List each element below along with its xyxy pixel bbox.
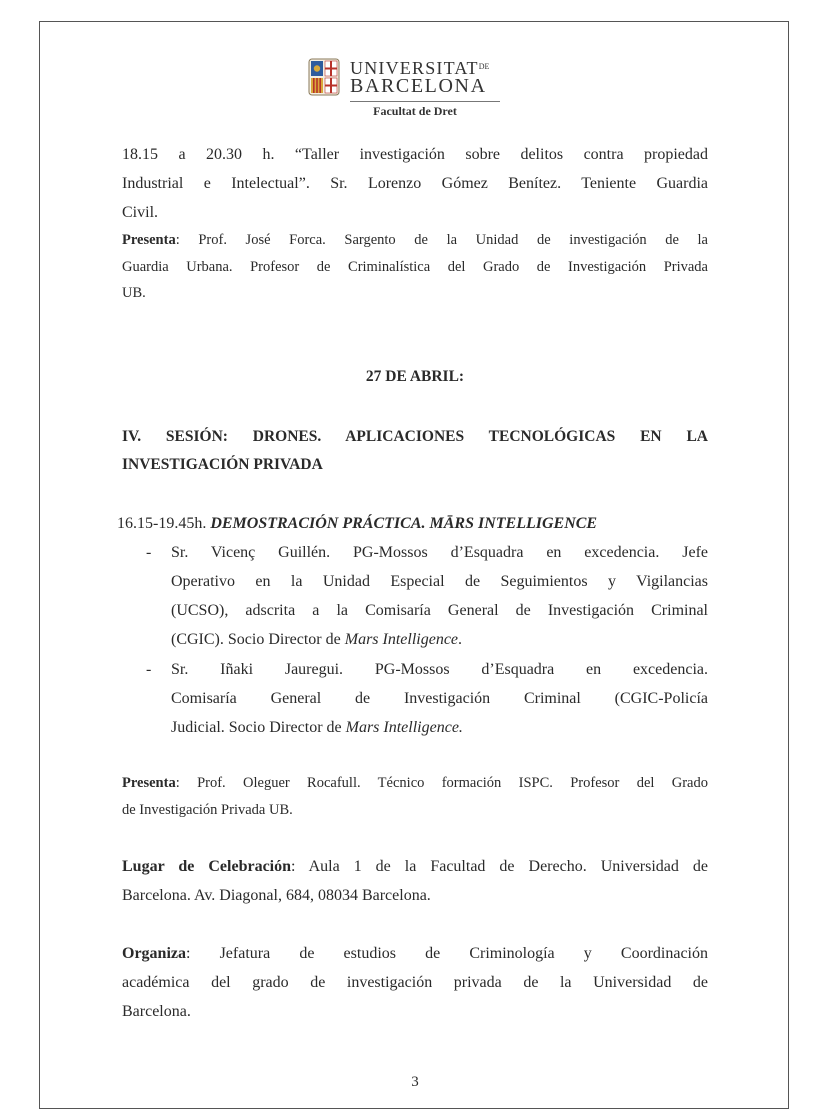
organizer-line-3: Barcelona. bbox=[122, 1003, 191, 1020]
organizer-label: Organiza bbox=[122, 945, 186, 962]
session-presenter-line-2: de Investigación Privada UB. bbox=[122, 801, 293, 818]
venue-line-2: Barcelona. Av. Diagonal, 684, 08034 Barcelona. bbox=[122, 887, 431, 904]
venue-line-1: Lugar de Celebración: Aula 1 de la Facultad de Derecho. Universidad de bbox=[122, 858, 709, 875]
presenter-line-2: Guardia Urbana. Profesor de Criminalística del Grado de Investigación Privada bbox=[122, 258, 708, 275]
venue-label: Lugar de Celebración bbox=[122, 858, 292, 875]
speaker-1-line-2: Operativo en la Unidad Especial de Seguimientos y Vigilancias bbox=[171, 573, 708, 590]
demo-title: DEMOSTRACIÓN PRÁCTICA. MĀRS INTELLIGENCE bbox=[210, 515, 598, 532]
speaker-1 bbox=[171, 538, 708, 654]
speaker-1-line-4: (CGIC). Socio Director de Mars Intelligence. bbox=[171, 631, 463, 648]
university-name-line2: BARCELONA bbox=[350, 75, 487, 97]
header-divider bbox=[350, 101, 500, 102]
presenta-label: Presenta bbox=[122, 775, 176, 791]
university-name-line1: $UNIVERSITAT^{DE}$ bbox=[350, 58, 490, 78]
speaker-2-line-1: Sr. Iñaki Jauregui. PG-Mossos d’Esquadra en excedencia. bbox=[171, 661, 708, 678]
speaker-2-line-3: Judicial. Socio Director de Mars Intelligence. bbox=[171, 719, 463, 736]
venue-paragraph bbox=[122, 852, 708, 910]
speaker-1-line-1: Sr. Vicenç Guillén. PG-Mossos d’Esquadra en excedencia. Jefe bbox=[171, 544, 708, 561]
document-page bbox=[39, 21, 789, 1109]
university-crest-icon bbox=[308, 58, 340, 96]
company-name: Mars Intelligence. bbox=[345, 719, 463, 736]
demo-heading bbox=[117, 509, 717, 538]
workshop-paragraph bbox=[122, 140, 708, 227]
speaker-2-line-2: Comisaría General de Investigación Criminal (CGIC-Policía bbox=[171, 690, 708, 707]
presenter-line-1: Presenta: Prof. José Forca. Sargento de la Unidad de investigación de la bbox=[122, 232, 708, 248]
workshop-line-2: Industrial e Intelectual”. Sr. Lorenzo Gómez Benítez. Teniente Guardia bbox=[122, 175, 708, 192]
session-title-line-1: IV. SESIÓN: DRONES. APLICACIONES TECNOLÓGICAS EN LA bbox=[122, 428, 708, 445]
organizer-line-1: Organiza: Jefatura de estudios de Criminología y Coordinación bbox=[122, 945, 708, 962]
organizer-paragraph bbox=[122, 939, 708, 1026]
presenta-label: Presenta bbox=[122, 232, 176, 248]
demo-time: 16.15-19.45h. bbox=[117, 515, 211, 532]
organizer-line-2: académica del grado de investigación privada de la Universidad de bbox=[122, 974, 708, 991]
company-name: Mars Intelligence bbox=[344, 631, 459, 648]
session-title bbox=[122, 423, 708, 479]
session-presenter bbox=[122, 770, 708, 823]
presenter-line-3: UB. bbox=[122, 285, 146, 301]
session-title-line-2: INVESTIGACIÓN PRIVADA bbox=[122, 456, 323, 473]
workshop-line-1: 18.15 a 20.30 h. “Taller investigación sobre delitos contra propiedad bbox=[122, 146, 708, 163]
bullet-dash-2: - bbox=[146, 661, 152, 678]
faculty-name: Facultat de Dret bbox=[373, 104, 457, 118]
page-number: 3 bbox=[411, 1074, 419, 1090]
bullet-dash-1: - bbox=[146, 544, 152, 561]
workshop-line-3: Civil. bbox=[122, 204, 159, 221]
date-heading: 27 DE ABRIL: bbox=[365, 368, 465, 385]
speaker-1-line-3: (UCSO), adscrita a la Comisaría General de Investigación Criminal bbox=[171, 602, 708, 619]
workshop-presenter bbox=[122, 227, 708, 307]
speaker-2 bbox=[171, 655, 708, 742]
session-presenter-line-1: Presenta: Prof. Oleguer Rocafull. Técnico formación ISPC. Profesor del Grado bbox=[122, 775, 708, 791]
